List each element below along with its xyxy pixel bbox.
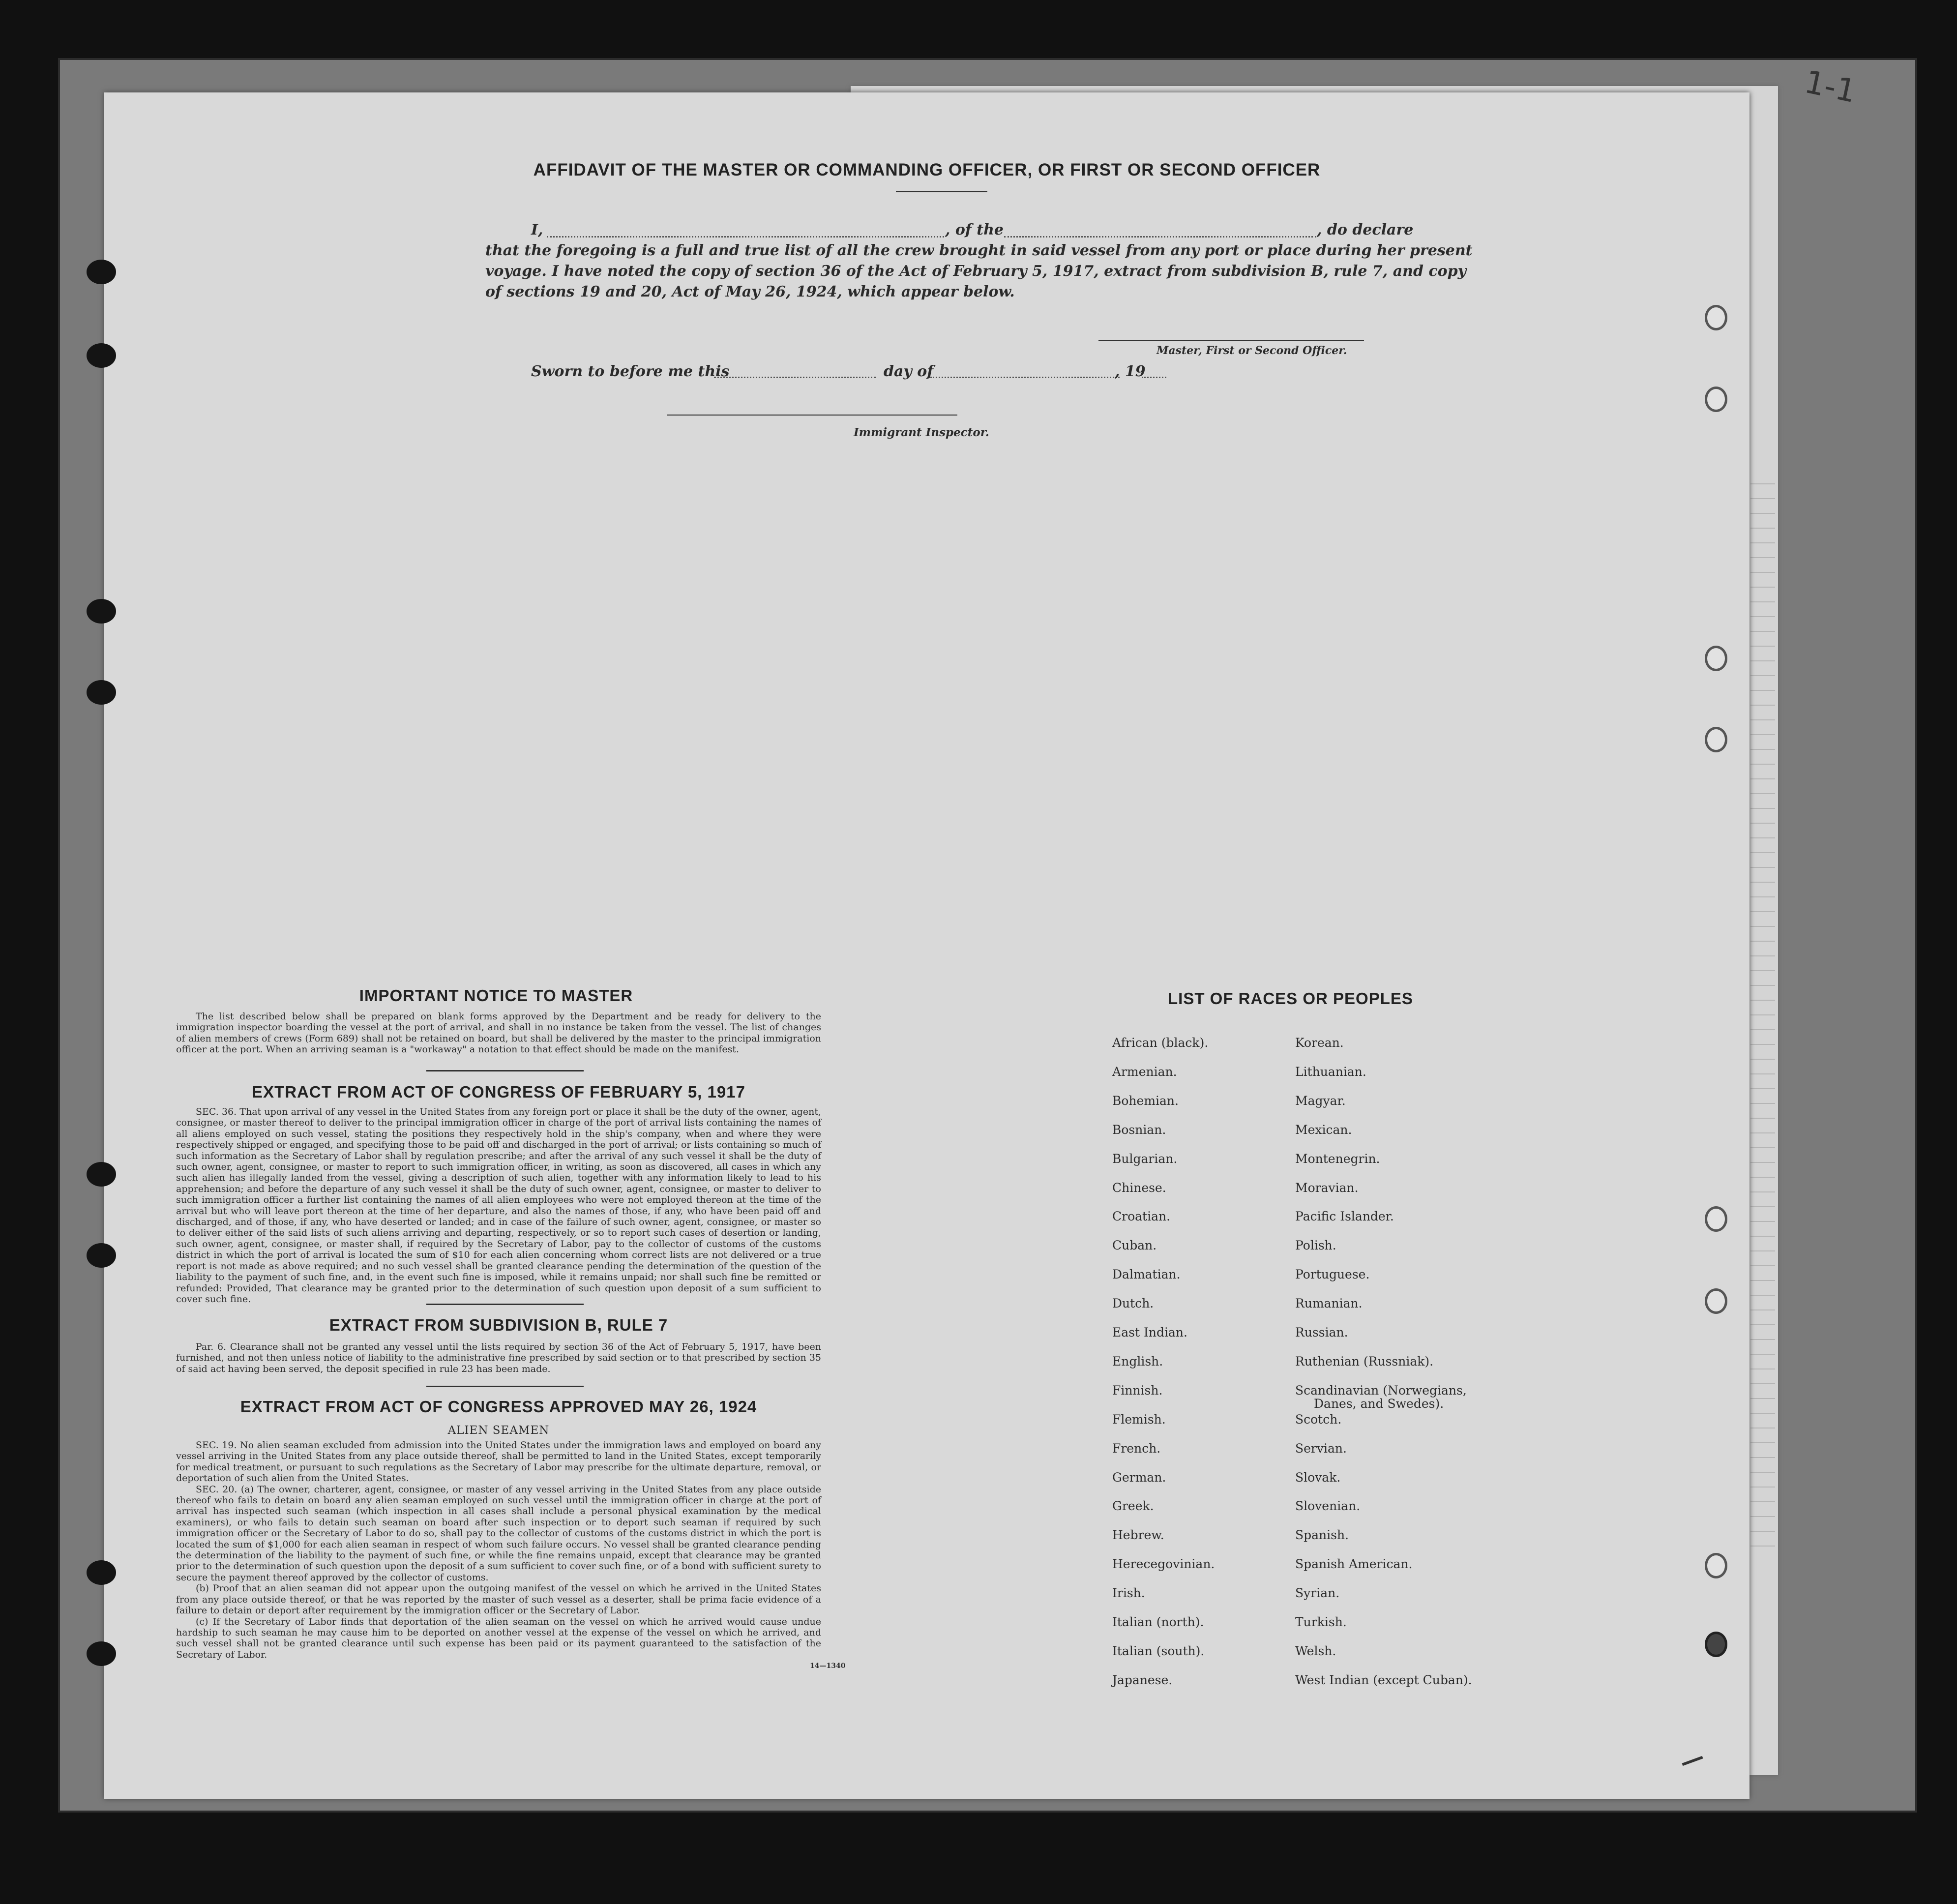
race-item: Spanish American. xyxy=(1295,1557,1413,1572)
binder-hole xyxy=(87,1641,116,1666)
race-item: Chinese. xyxy=(1112,1180,1166,1195)
race-item: German. xyxy=(1112,1470,1166,1485)
binder-ring xyxy=(1705,727,1727,752)
race-item: Lithuanian. xyxy=(1295,1064,1366,1079)
race-item: English. xyxy=(1112,1354,1163,1368)
race-item: Flemish. xyxy=(1112,1412,1166,1427)
handwritten-page-note: 1-1 xyxy=(1801,63,1860,111)
race-item: Dutch. xyxy=(1112,1296,1154,1311)
race-item: Greek. xyxy=(1112,1499,1154,1514)
race-item: African (black). xyxy=(1112,1036,1209,1050)
race-item: Herecegovinian. xyxy=(1112,1557,1215,1572)
sec-36-text: SEC. 36. That upon arrival of any vessel in the United States from any foreign port or place it shall be the duty of the owner, agent, consignee, or master thereof to deliver to the principal immigration officer in charge of the port of arrival lists containing the names of all aliens employed on such vessel, stating the positions they respectively hold in the ship's company, when and where they were respectively shipped or engaged, and specifying those to be paid off and discharged in the port of arrival; or lists containing so much of such information as the Secretary of Labor shall by regulation prescribe; and after the arrival of any such vessel it shall be the duty of such owner, agent, consignee, or master to report to such immigration officer, in writing, as soon as discovered, all cases in which any such alien has illegally landed from the vessel, giving a description of such alien, together with any information likely to lead to his apprehension; and before the departure of any such vessel it shall be the duty of such owner, agent, consignee, or master to deliver to such immigration officer a further list containing the names of all alien employees who were not employed thereon at the time of the arrival but who will leave port thereon at the time of her departure, and also the names of those, if any, who have been paid off and discharged, and of those, if any, who have deserted or landed; and in case of the failure of such owner, agent, consignee, or master so to deliver either of the said lists of such aliens arriving and departing, respectively, or so to report such cases of desertion or landing, such owner, agent, consignee, or master shall, if required by the Secretary of Labor, pay to the collector of customs of the customs district in which the port of arrival is located the sum of $10 for each alien concerning whom correct lists are not delivered or a true report is not made as above required; and no such vessel shall be granted clearance pending the determination of the question of the liability to the payment of such fine, and, in the event such fine is imposed, while it remains unpaid; nor shall such fine be remitted or refunded: Provided, That clearance may be granted prior to the determination of such question upon deposit of a sum sufficient to cover such fine. xyxy=(176,1106,821,1305)
extract-1917-body xyxy=(176,1106,821,1305)
binder-hole xyxy=(87,1162,116,1187)
sworn-day-field[interactable] xyxy=(714,377,876,378)
race-item: Finnish. xyxy=(1112,1383,1163,1398)
race-item: Korean. xyxy=(1295,1036,1344,1050)
notice-text: The list described below shall be prepared on blank forms approved by the Department and be ready for delivery to the immigration inspector boarding the vessel at the port of arrival, and shall in no instance be taken from the vessel. The list of changes of alien members of crews (Form 689) shall not be retained on board, but shall be delivered by the master to the principal immigration officer at the port. When an arriving seaman is a "workaway" a notation to that effect should be made on the manifest. xyxy=(176,1011,821,1055)
race-item: Servian. xyxy=(1295,1441,1347,1456)
binder-hole xyxy=(87,599,116,624)
binder-hole xyxy=(87,260,116,284)
race-item: Italian (north). xyxy=(1112,1615,1204,1629)
section-rule xyxy=(426,1070,584,1071)
section-rule xyxy=(426,1304,584,1305)
form-page xyxy=(104,92,1749,1799)
affidavit-declare: , do declare xyxy=(1317,221,1414,238)
alien-seamen-subtitle: ALIEN SEAMEN xyxy=(447,1424,550,1437)
binder-hole xyxy=(87,1560,116,1585)
master-signature-line[interactable] xyxy=(1098,340,1364,341)
race-item: Cuban. xyxy=(1112,1238,1157,1253)
binder-hole xyxy=(87,1243,116,1268)
affidavit-line-4: of sections 19 and 20, Act of May 26, 1924, which appear below. xyxy=(485,283,1015,300)
sec-20b-text: (b) Proof that an alien seaman did not appear upon the outgoing manifest of the vessel on which he arrived in the United States from any place outside thereof, or that he was reported by the master of such vessel as a deserter, shall be prima facie evidence of a failure to detain or deport after requirement by the immigration officer or the Secretary of Labor. xyxy=(176,1583,821,1616)
inspector-caption: Immigrant Inspector. xyxy=(854,426,989,439)
race-item: Rumanian. xyxy=(1295,1296,1363,1311)
race-item: Syrian. xyxy=(1295,1586,1340,1601)
ruled-edge xyxy=(1750,470,1775,1551)
race-item: Portuguese. xyxy=(1295,1267,1370,1282)
extract-1924-title: EXTRACT FROM ACT OF CONGRESS APPROVED MAY 26, 1924 xyxy=(240,1398,757,1416)
race-item: Scandinavian (Norwegians, xyxy=(1295,1383,1467,1398)
race-item: Polish. xyxy=(1295,1238,1336,1253)
races-title: LIST OF RACES OR PEOPLES xyxy=(1168,989,1413,1008)
race-item: French. xyxy=(1112,1441,1161,1456)
sworn-text: Sworn to before me this xyxy=(531,363,730,380)
race-item: Italian (south). xyxy=(1112,1643,1205,1658)
race-item: Dalmatian. xyxy=(1112,1267,1181,1282)
race-item: Japanese. xyxy=(1112,1672,1173,1687)
race-item: Hebrew. xyxy=(1112,1528,1164,1543)
extract-1917-title: EXTRACT FROM ACT OF CONGRESS OF FEBRUARY 5, 1917 xyxy=(252,1083,745,1101)
par-6-text: Par. 6. Clearance shall not be granted any vessel until the lists required by section 36 of the Act of February 5, 1917, have been furnished, and not then unless notice of liability to the administrative fine prescribed by said section or to that prescribed by section 35 of said act having been served, the deposit specified in rule 23 has been made. xyxy=(176,1341,821,1374)
extract-1924-body xyxy=(176,1440,821,1660)
sworn-year-field[interactable] xyxy=(1142,377,1166,378)
race-item: Ruthenian (Russniak). xyxy=(1295,1354,1434,1368)
notice-title: IMPORTANT NOTICE TO MASTER xyxy=(359,986,633,1005)
binder-ring xyxy=(1705,305,1727,330)
race-item: Bohemian. xyxy=(1112,1093,1179,1108)
race-item: Pacific Islander. xyxy=(1295,1209,1394,1224)
affidavit-title: AFFIDAVIT OF THE MASTER OR COMMANDING OFFICER, OR FIRST OR SECOND OFFICER xyxy=(533,160,1321,179)
race-item: Danes, and Swedes). xyxy=(1314,1396,1444,1411)
binder-ring xyxy=(1705,1206,1727,1232)
race-item: Moravian. xyxy=(1295,1180,1359,1195)
race-item: Russian. xyxy=(1295,1325,1348,1339)
section-rule xyxy=(426,1386,584,1387)
affidavit-of-the: , of the xyxy=(945,221,1004,238)
sworn-month-field[interactable] xyxy=(930,377,1120,378)
race-item: West Indian (except Cuban). xyxy=(1295,1672,1472,1687)
race-item: Armenian. xyxy=(1112,1064,1177,1079)
race-item: Bosnian. xyxy=(1112,1122,1166,1137)
race-item: Montenegrin. xyxy=(1295,1151,1380,1166)
form-number: 14—1340 xyxy=(810,1662,846,1670)
binder-ring xyxy=(1705,1632,1727,1657)
race-item: Bulgarian. xyxy=(1112,1151,1178,1166)
name-field[interactable] xyxy=(547,236,944,238)
binder-ring xyxy=(1705,646,1727,671)
binder-hole xyxy=(87,680,116,705)
sec-19-text: SEC. 19. No alien seaman excluded from admission into the United States under the immigration laws and employed on board any vessel arriving in the United States from any place outside thereof, shall be permitted to land in the United States, except temporarily for medical treatment, or pursuant to such regulations as the Secretary of Labor may prescribe for the ultimate departure, removal, or deportation of such alien from the United States. xyxy=(176,1440,821,1484)
day-of-text: day of xyxy=(884,363,934,380)
binder-hole xyxy=(87,343,116,368)
affidavit-line-3: voyage. I have noted the copy of section 36 of the Act of February 5, 1917, extract from subdivision B, rule 7, and copy xyxy=(485,263,1467,280)
race-item: Slovak. xyxy=(1295,1470,1341,1485)
handwritten-mark: − xyxy=(1671,1736,1713,1784)
sec-20c-text: (c) If the Secretary of Labor finds that deportation of the alien seaman on the vessel on which he arrived would cause undue hardship to such seaman he may cause him to be deported on another vessel at the expense of the vessel on which he arrived, and such vessel shall not be granted clearance until such expense has been paid or its payment guaranteed to the satisfaction of the Secretary of Labor. xyxy=(176,1616,821,1660)
binder-ring xyxy=(1705,1553,1727,1578)
extract-rule7-title: EXTRACT FROM SUBDIVISION B, RULE 7 xyxy=(329,1316,668,1334)
affidavit-line-2: that the foregoing is a full and true list of all the crew brought in said vessel from any port or place during her present xyxy=(485,242,1473,259)
year-prefix: , 19 xyxy=(1115,363,1146,380)
race-item: East Indian. xyxy=(1112,1325,1187,1339)
extract-rule7-body xyxy=(176,1341,821,1374)
race-item: Spanish. xyxy=(1295,1528,1349,1543)
race-item: Irish. xyxy=(1112,1586,1145,1601)
vessel-field[interactable] xyxy=(1004,236,1316,238)
race-item: Scotch. xyxy=(1295,1412,1342,1427)
sec-20a-text: SEC. 20. (a) The owner, charterer, agent, consignee, or master of any vessel arriving in the United States from any place outside thereof who fails to detain on board any alien seaman employed on such vessel until the immigration officer in charge at the port of arrival has inspected such seaman (which inspection in all cases shall include a personal physical examination by the medical examiners), or who fails to detain such seaman on board after such inspection or to deport such seaman if required by such immigration officer or the Secretary of Labor to do so, shall pay to the collector of customs of the customs district in which the port is located the sum of $1,000 for each alien seaman in respect of whom such failure occurs. No vessel shall be granted clearance pending the determination of the liability to the payment of such fine, or while the fine remains unpaid, except that clearance may be granted prior to the determination of such question upon the deposit of a sum sufficient to cover such fine, or of a bond with sufficient surety to secure the payment thereof approved by the collector of customs. xyxy=(176,1484,821,1583)
race-item: Welsh. xyxy=(1295,1643,1336,1658)
race-item: Slovenian. xyxy=(1295,1499,1361,1514)
race-item: Turkish. xyxy=(1295,1615,1347,1629)
binder-ring xyxy=(1705,1288,1727,1314)
race-item: Magyar. xyxy=(1295,1093,1346,1108)
inspector-signature-line[interactable] xyxy=(667,415,957,416)
affidavit-i: I, xyxy=(531,221,543,238)
binder-ring xyxy=(1705,387,1727,412)
title-rule xyxy=(896,191,987,192)
race-item: Mexican. xyxy=(1295,1122,1352,1137)
race-item: Croatian. xyxy=(1112,1209,1171,1224)
notice-body xyxy=(176,1011,821,1055)
master-signature-caption: Master, First or Second Officer. xyxy=(1156,344,1347,357)
